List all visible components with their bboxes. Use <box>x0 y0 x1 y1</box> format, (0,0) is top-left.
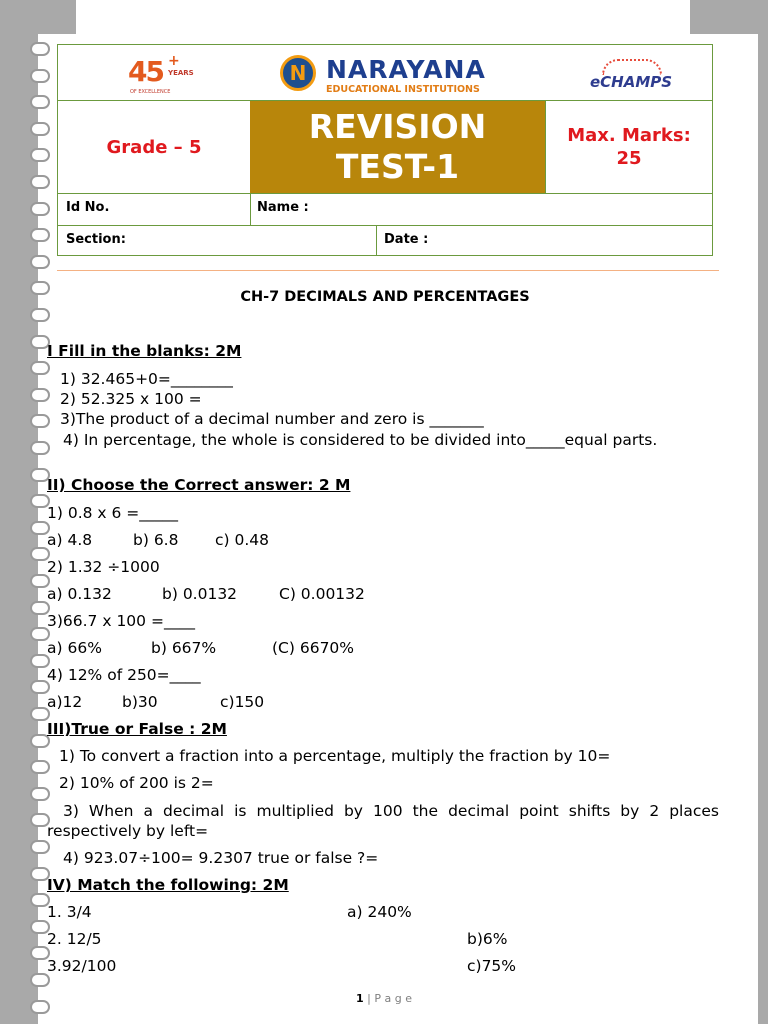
binding-ring <box>30 414 50 428</box>
binding-ring <box>30 148 50 162</box>
mcq-q4: 4) 12% of 250=____ <box>47 666 201 684</box>
name-field-label: Name : <box>257 200 309 215</box>
match-right-item: c)75% <box>467 957 517 975</box>
date-field-label: Date : <box>384 232 429 247</box>
binding-ring <box>30 840 50 854</box>
match-left-item: 2. 12/5 <box>47 930 102 948</box>
binding-ring <box>30 760 50 774</box>
binding-ring <box>30 388 50 402</box>
mcq-q3-option: (C) 6670% <box>272 639 355 657</box>
mcq-q3: 3)66.7 x 100 =____ <box>47 612 195 630</box>
top-paper-strip <box>76 0 690 34</box>
footer-separator: | <box>367 992 371 1005</box>
binding-ring <box>30 202 50 216</box>
echamps-text: eCHAMPS <box>590 73 673 91</box>
max-marks-value: 25 <box>616 148 642 169</box>
anniversary-logo <box>128 55 198 95</box>
section-1-title: I Fill in the blanks: 2M <box>47 342 242 360</box>
section-4-title: IV) Match the following: 2M <box>47 876 289 894</box>
binding-ring <box>30 69 50 83</box>
max-marks <box>545 101 713 193</box>
fill-blank-q4: 4) In percentage, the whole is considered to be divided into_____equal parts. <box>63 431 658 449</box>
match-right-item: a) 240% <box>347 903 412 921</box>
mcq-q1-option: c) 0.48 <box>215 531 270 549</box>
mcq-q4-option: b)30 <box>122 693 158 711</box>
binding-ring <box>30 787 50 801</box>
fill-blank-q2: 2) 52.325 x 100 = <box>60 390 202 408</box>
test-title <box>250 101 545 193</box>
binding-ring <box>30 281 50 295</box>
narayana-logo <box>280 55 520 95</box>
test-title-line1: REVISION <box>308 107 487 146</box>
mcq-q2-option: b) 0.0132 <box>162 585 238 603</box>
binding-ring <box>30 122 50 136</box>
page-label: P a g e <box>374 992 412 1005</box>
match-left-item: 3.92/100 <box>47 957 117 975</box>
page-number: 1 <box>356 992 364 1005</box>
mcq-q3-option: b) 667% <box>151 639 217 657</box>
binding-ring <box>30 228 50 242</box>
true-false-q4: 4) 923.07÷100= 9.2307 true or false ?= <box>63 849 379 867</box>
header-divider <box>58 193 712 194</box>
binding-ring <box>30 308 50 322</box>
mcq-q4-option: c)150 <box>220 693 265 711</box>
header-divider <box>376 226 377 256</box>
binding-ring <box>30 361 50 375</box>
mcq-q1-option: b) 6.8 <box>133 531 179 549</box>
anniversary-years: YEARS <box>168 69 194 77</box>
header-rule <box>57 270 719 271</box>
id-field-label: Id No. <box>66 200 110 215</box>
match-left-item: 1. 3/4 <box>47 903 92 921</box>
grade-label: Grade – 5 <box>106 136 202 158</box>
mcq-q2-option: C) 0.00132 <box>279 585 365 603</box>
anniversary-number: 45 <box>128 55 163 88</box>
binding-ring <box>30 973 50 987</box>
narayana-title: NARAYANA <box>326 55 486 84</box>
header-table <box>57 44 713 256</box>
header-divider <box>58 225 712 226</box>
anniversary-excellence: OF EXCELLENCE <box>130 89 171 95</box>
true-false-q2: 2) 10% of 200 is 2= <box>59 774 214 792</box>
mcq-q3-option: a) 66% <box>47 639 102 657</box>
fill-blank-q1: 1) 32.465+0=________ <box>60 370 233 388</box>
binding-ring <box>30 175 50 189</box>
true-false-q1: 1) To convert a fraction into a percentage, multiply the fraction by 10= <box>59 747 611 765</box>
section-field-label: Section: <box>66 232 126 247</box>
match-right-item: b)6% <box>467 930 508 948</box>
narayana-badge-icon: N <box>280 55 316 91</box>
mcq-q2: 2) 1.32 ÷1000 <box>47 558 160 576</box>
test-title-line2: TEST-1 <box>335 147 460 186</box>
max-marks-label: Max. Marks: <box>567 125 691 146</box>
anniversary-plus: + <box>168 53 180 69</box>
binding-ring <box>30 42 50 56</box>
chapter-title: CH-7 DECIMALS AND PERCENTAGES <box>240 289 530 305</box>
mcq-q1: 1) 0.8 x 6 =_____ <box>47 504 179 522</box>
page-footer <box>0 992 768 1005</box>
mcq-q2-option: a) 0.132 <box>47 585 112 603</box>
true-false-q3: 3) When a decimal is multiplied by 100 the decimal point shifts by 2 places respectively by left= <box>47 802 719 840</box>
section-3-title: III)True or False : 2M <box>47 720 227 738</box>
binding-ring <box>30 255 50 269</box>
narayana-subtitle: EDUCATIONAL INSTITUTIONS <box>326 84 480 95</box>
echamps-logo <box>590 59 676 91</box>
binding-ring <box>30 95 50 109</box>
mcq-q4-option: a)12 <box>47 693 83 711</box>
mcq-q1-option: a) 4.8 <box>47 531 93 549</box>
section-2-title: II) Choose the Correct answer: 2 M <box>47 476 351 494</box>
fill-blank-q3: 3)The product of a decimal number and zero is _______ <box>60 410 484 428</box>
